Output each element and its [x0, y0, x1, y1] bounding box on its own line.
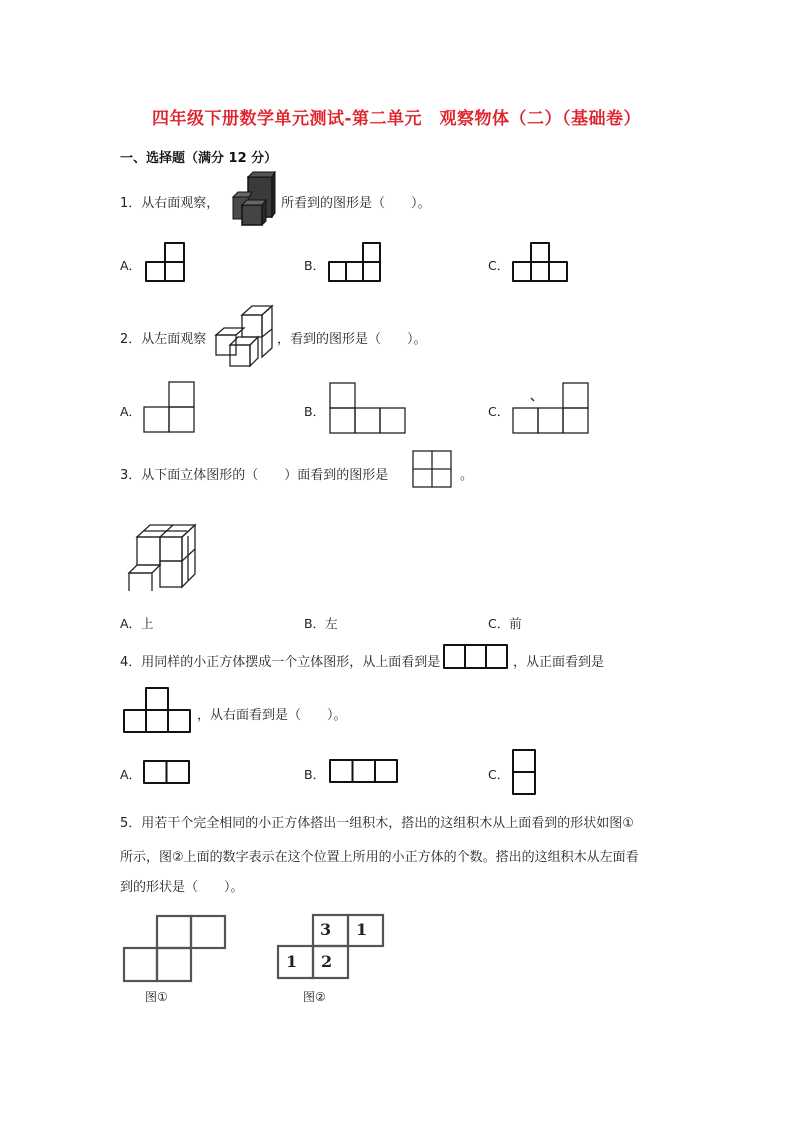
- q4-option-c-shape[interactable]: [511, 748, 537, 796]
- top-view-three-horizontal: [443, 644, 509, 670]
- q2-option-c-label[interactable]: C．: [488, 404, 510, 419]
- line-cube-stack-icon: [212, 303, 276, 369]
- figure-2-number: 3: [320, 920, 332, 939]
- figure-2-number: 1: [286, 952, 298, 971]
- question-2-text-after: ，看到的图形是（ ）。: [277, 332, 427, 347]
- section-heading: 一、选择题（满分 12 分）: [120, 151, 278, 166]
- question-4-text-line1-after: ，从正面看到是: [513, 655, 605, 670]
- question-4-text-line2-after: ，从右面看到是（ ）。: [197, 708, 347, 723]
- q3-option-c[interactable]: C．前: [488, 616, 522, 631]
- q2-option-a-shape[interactable]: [143, 380, 197, 436]
- q4-option-b-label[interactable]: B．: [304, 767, 326, 782]
- q2-option-a-label[interactable]: A．: [120, 404, 142, 419]
- cube-stack-3d-figure: [124, 516, 204, 591]
- figure-2-number: 2: [321, 952, 333, 971]
- q1-option-b-label[interactable]: B．: [304, 258, 326, 273]
- figure-1-top-view: [122, 914, 228, 986]
- q1-option-a-label[interactable]: A．: [120, 258, 142, 273]
- q1-option-a-shape[interactable]: [143, 241, 187, 283]
- q2-option-c-shape[interactable]: [512, 381, 590, 437]
- 2x2-grid-figure: [412, 450, 454, 490]
- figure-2-number: 1: [356, 920, 368, 939]
- question-3-text-before: 3．从下面立体图形的（ ）面看到的图形是: [120, 468, 389, 483]
- front-view-t-shape: [123, 686, 193, 734]
- q4-option-c-label[interactable]: C．: [488, 767, 510, 782]
- q1-option-c-shape[interactable]: [511, 241, 571, 283]
- question-4-text-line1-before: 4．用同样的小正方体摆成一个立体图形，从上面看到是: [120, 655, 441, 670]
- question-1-text-before: 1．从右面观察，: [120, 196, 220, 211]
- page-title: 四年级下册数学单元测试-第二单元 观察物体（二）（基础卷）: [151, 109, 642, 129]
- q2-option-b-label[interactable]: B．: [304, 404, 326, 419]
- question-3-text-after: 。: [460, 468, 474, 483]
- question-5-line-3: 到的形状是（ ）。: [120, 880, 244, 895]
- question-5-line-2: 所示，图②上面的数字表示在这个位置上所用的小正方体的个数。搭出的这组积木从左面看: [120, 850, 639, 865]
- question-2-text-before: 2．从左面观察: [120, 332, 207, 347]
- q1-option-b-shape[interactable]: [326, 241, 384, 283]
- q1-option-c-label[interactable]: C．: [488, 258, 510, 273]
- q3-option-a[interactable]: A．上: [120, 616, 154, 631]
- q4-option-b-shape[interactable]: [328, 758, 400, 784]
- q2-option-b-shape[interactable]: [329, 381, 407, 437]
- figure-1-caption: 图①: [145, 990, 168, 1004]
- dark-cube-stack-icon: [230, 171, 278, 227]
- q4-option-a-label[interactable]: A．: [120, 767, 142, 782]
- q3-option-b[interactable]: B．左: [304, 616, 338, 631]
- q4-option-a-shape[interactable]: [142, 759, 192, 785]
- question-1-text-after: 所看到的图形是（ ）。: [281, 196, 431, 211]
- figure-2-caption: 图②: [303, 990, 326, 1004]
- question-5-line-1: 5．用若干个完全相同的小正方体搭出一组积木，搭出的这组积木从上面看到的形状如图①: [120, 816, 634, 831]
